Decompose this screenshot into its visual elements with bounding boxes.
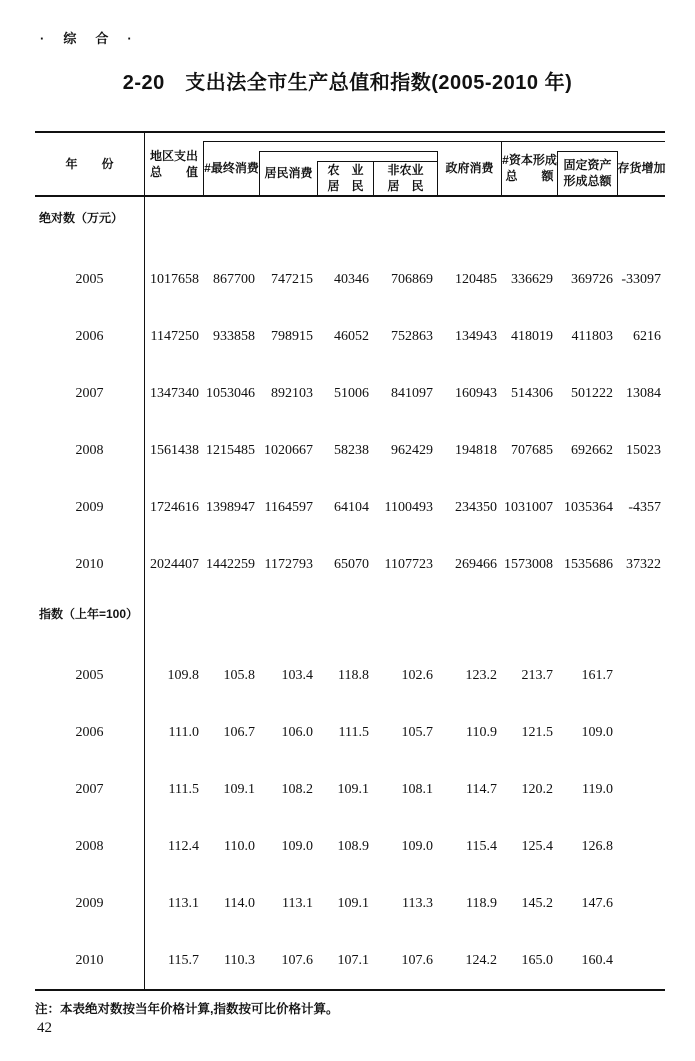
value-cell: 111.5	[168, 781, 199, 797]
value-cell: 13084	[626, 385, 661, 401]
table-row	[35, 365, 665, 422]
year-cell: 2009	[35, 479, 145, 536]
value-cell: 123.2	[465, 667, 497, 683]
value-cell: 46052	[334, 328, 369, 344]
value-cell: 106.7	[223, 724, 255, 740]
value-cell: 501222	[571, 385, 613, 401]
value-cell: -33097	[621, 271, 661, 287]
value-cell: 867700	[213, 271, 255, 287]
value-cell: 165.0	[521, 952, 553, 968]
value-cell: 336629	[511, 271, 553, 287]
section-spacer	[145, 197, 665, 251]
table-row	[35, 818, 665, 875]
value-cell: 1164597	[264, 499, 313, 515]
value-cell: -4357	[628, 499, 661, 515]
value-cell	[617, 761, 665, 818]
value-cell: 37322	[626, 556, 661, 572]
value-cell: 118.9	[466, 895, 497, 911]
table-header	[35, 131, 665, 197]
value-cell: 411803	[571, 328, 613, 344]
value-cell: 103.4	[281, 667, 313, 683]
value-cell: 1442259	[206, 556, 255, 572]
value-cell: 109.0	[581, 724, 613, 740]
table-row	[35, 422, 665, 479]
value-cell	[617, 875, 665, 932]
table-row	[35, 536, 665, 593]
year-cell: 2007	[35, 365, 145, 422]
value-cell: 113.1	[168, 895, 199, 911]
year-cell: 2005	[35, 251, 145, 308]
table-row	[35, 251, 665, 308]
value-cell	[617, 818, 665, 875]
value-cell: 111.0	[168, 724, 199, 740]
value-cell: 933858	[213, 328, 255, 344]
year-cell: 2009	[35, 875, 145, 932]
value-cell: 1017658	[150, 271, 199, 287]
value-cell: 145.2	[521, 895, 553, 911]
value-cell	[617, 647, 665, 704]
year-cell: 2008	[35, 422, 145, 479]
value-cell: 58238	[334, 442, 369, 458]
table-body	[35, 197, 665, 991]
table-row	[35, 761, 665, 818]
value-cell: 1347340	[150, 385, 199, 401]
value-cell: 1107723	[384, 556, 433, 572]
value-cell: 1172793	[264, 556, 313, 572]
page-title: 2-20 支出法全市生产总值和指数(2005-2010 年)	[122, 72, 573, 94]
value-cell: 109.1	[223, 781, 255, 797]
value-cell: 65070	[334, 556, 369, 572]
year-cell: 2006	[35, 704, 145, 761]
value-cell: 1031007	[504, 499, 553, 515]
section-label: 绝对数（万元）	[35, 197, 145, 251]
value-cell: 747215	[271, 271, 313, 287]
value-cell: 102.6	[401, 667, 433, 683]
value-cell: 114.7	[466, 781, 497, 797]
page-number: 42	[37, 1020, 52, 1036]
value-cell: 109.0	[281, 838, 313, 854]
value-cell: 120.2	[521, 781, 553, 797]
value-cell: 752863	[391, 328, 433, 344]
section-row	[35, 197, 665, 251]
value-cell: 134943	[455, 328, 497, 344]
value-cell: 110.0	[224, 838, 255, 854]
value-cell: 109.1	[337, 781, 369, 797]
header-group-line	[203, 141, 665, 142]
value-cell: 109.8	[167, 667, 199, 683]
value-cell: 115.7	[168, 952, 199, 968]
year-cell: 2007	[35, 761, 145, 818]
value-cell: 269466	[455, 556, 497, 572]
value-cell: 126.8	[581, 838, 613, 854]
value-cell: 124.2	[465, 952, 497, 968]
col-header-year: 年 份	[65, 156, 114, 171]
value-cell: 962429	[391, 442, 433, 458]
value-cell: 106.0	[281, 724, 313, 740]
value-cell: 118.8	[338, 667, 369, 683]
col-header-inventory-increase: 存货增加	[617, 160, 666, 175]
value-cell: 194818	[455, 442, 497, 458]
value-cell: 108.2	[281, 781, 313, 797]
value-cell: 147.6	[581, 895, 613, 911]
year-cell: 2008	[35, 818, 145, 875]
value-cell: 369726	[571, 271, 613, 287]
value-cell: 107.6	[401, 952, 433, 968]
value-cell: 108.1	[401, 781, 433, 797]
value-cell: 120485	[455, 271, 497, 287]
value-cell: 707685	[511, 442, 553, 458]
value-cell: 107.6	[281, 952, 313, 968]
value-cell: 105.7	[401, 724, 433, 740]
year-cell: 2010	[35, 536, 145, 593]
value-cell	[617, 932, 665, 989]
value-cell: 160.4	[581, 952, 613, 968]
value-cell: 1398947	[206, 499, 255, 515]
value-cell: 1573008	[504, 556, 553, 572]
col-header-household-consumption: 居民消费	[264, 165, 313, 180]
value-cell: 706869	[391, 271, 433, 287]
value-cell: 1035364	[564, 499, 613, 515]
value-cell: 121.5	[521, 724, 553, 740]
col-header-capital-formation: #资本形成 总 额	[502, 152, 557, 183]
table-row	[35, 479, 665, 536]
value-cell: 1724616	[150, 499, 199, 515]
category-label: · 综 合 ·	[40, 31, 135, 46]
year-cell: 2006	[35, 308, 145, 365]
value-cell	[617, 704, 665, 761]
value-cell: 1147250	[150, 328, 199, 344]
section-spacer	[145, 593, 665, 647]
value-cell: 40346	[334, 271, 369, 287]
value-cell: 15023	[626, 442, 661, 458]
value-cell: 798915	[271, 328, 313, 344]
table-row	[35, 704, 665, 761]
col-header-government-consumption: 政府消费	[445, 160, 494, 175]
value-cell: 125.4	[521, 838, 553, 854]
value-cell: 1215485	[206, 442, 255, 458]
value-cell: 107.1	[337, 952, 369, 968]
value-cell: 110.9	[466, 724, 497, 740]
value-cell: 892103	[271, 385, 313, 401]
value-cell: 213.7	[521, 667, 553, 683]
value-cell: 109.0	[401, 838, 433, 854]
value-cell: 113.3	[402, 895, 433, 911]
value-cell: 64104	[334, 499, 369, 515]
col-header-non-agricultural-residents: 非农业 居 民	[387, 162, 424, 193]
value-cell: 108.9	[337, 838, 369, 854]
value-cell: 114.0	[224, 895, 255, 911]
footnote: 注：本表绝对数按当年价格计算,指数按可比价格计算。	[35, 1002, 339, 1016]
col-header-regional-expenditure: 地区支出 总 值	[149, 148, 198, 179]
table-row	[35, 647, 665, 704]
statistics-table	[35, 131, 665, 991]
value-cell: 51006	[334, 385, 369, 401]
col-header-fixed-assets-formation: 固定资产 形成总额	[563, 157, 612, 188]
value-cell: 160943	[455, 385, 497, 401]
year-cell: 2010	[35, 932, 145, 989]
value-cell: 111.5	[338, 724, 369, 740]
section-label: 指数（上年=100）	[35, 593, 145, 647]
value-cell: 6216	[633, 328, 661, 344]
value-cell: 110.3	[224, 952, 255, 968]
value-cell: 1561438	[150, 442, 199, 458]
value-cell: 692662	[571, 442, 613, 458]
value-cell: 1535686	[564, 556, 613, 572]
value-cell: 161.7	[581, 667, 613, 683]
value-cell: 109.1	[337, 895, 369, 911]
value-cell: 514306	[511, 385, 553, 401]
table-row	[35, 932, 665, 989]
table-row	[35, 875, 665, 932]
value-cell: 1053046	[206, 385, 255, 401]
value-cell: 418019	[511, 328, 553, 344]
value-cell: 105.8	[223, 667, 255, 683]
value-cell: 112.4	[168, 838, 199, 854]
value-cell: 119.0	[582, 781, 613, 797]
col-header-final-consumption: #最终消费	[204, 160, 259, 175]
value-cell: 234350	[455, 499, 497, 515]
value-cell: 2024407	[150, 556, 199, 572]
value-cell: 113.1	[282, 895, 313, 911]
value-cell: 1100493	[384, 499, 433, 515]
value-cell: 115.4	[466, 838, 497, 854]
year-cell: 2005	[35, 647, 145, 704]
table-row	[35, 308, 665, 365]
col-header-agricultural-residents: 农 业 居 民	[327, 162, 364, 193]
value-cell: 1020667	[264, 442, 313, 458]
section-row	[35, 593, 665, 647]
value-cell: 841097	[391, 385, 433, 401]
